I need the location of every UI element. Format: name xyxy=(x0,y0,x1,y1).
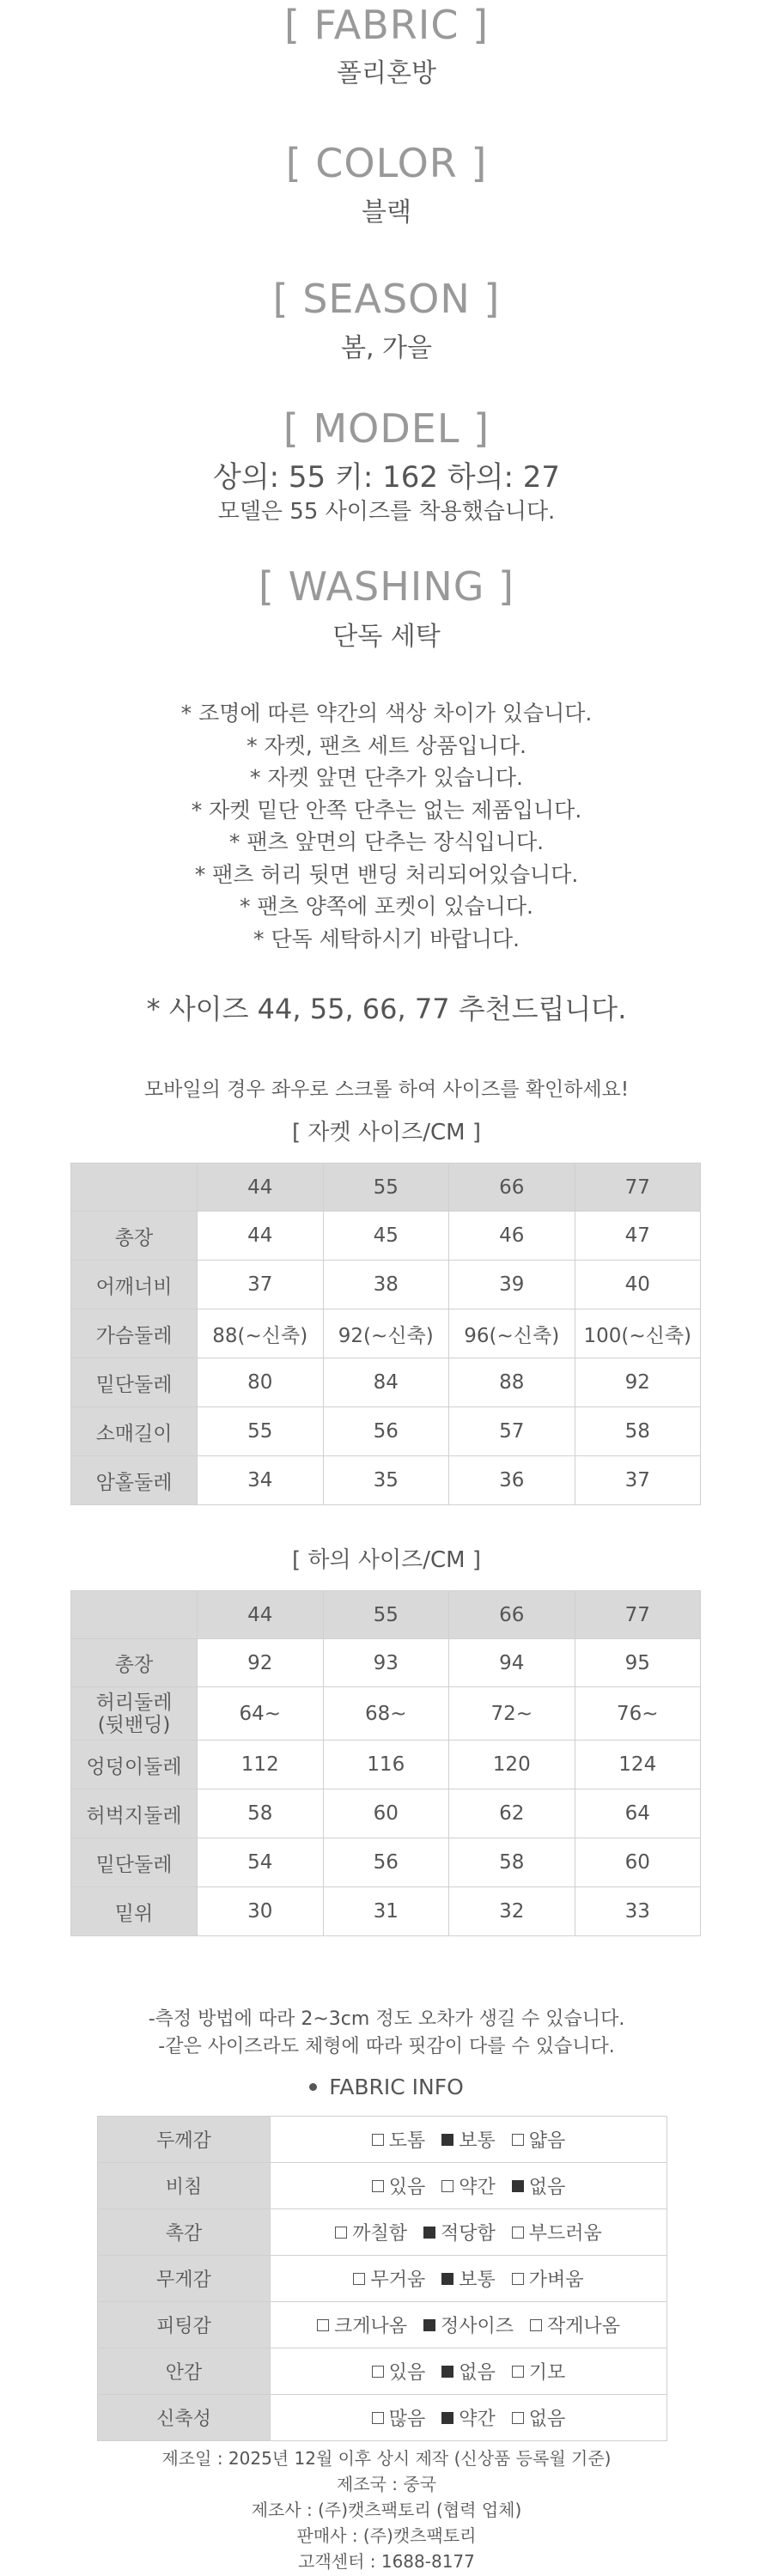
fabric-option xyxy=(441,2265,496,2292)
table-cell: 47 xyxy=(575,1212,701,1261)
note-line: * 팬츠 앞면의 단추는 장식입니다. xyxy=(228,829,545,854)
row-label: 암홀둘레 xyxy=(71,1456,198,1505)
row-label: 허벅지둘레 xyxy=(71,1789,198,1838)
washing-value: 단독 세탁 xyxy=(332,622,441,652)
footer-line: 고객센터 : 1688-8177 xyxy=(298,2551,475,2572)
checkbox-empty-icon xyxy=(530,2319,542,2331)
table-cell: 92(~신축) xyxy=(323,1309,449,1358)
table-cell: 36 xyxy=(449,1456,575,1505)
option-label: 부드러움 xyxy=(528,2223,602,2245)
option-label: 보통 xyxy=(459,2269,496,2291)
table-cell: 55 xyxy=(198,1407,324,1456)
table-row xyxy=(71,1838,701,1887)
table-row xyxy=(71,1639,701,1687)
season-heading: [ SEASON ] xyxy=(272,276,501,322)
fabric-row-label: 무게감 xyxy=(98,2256,271,2302)
fabric-option xyxy=(512,2219,602,2245)
table-cell: 31 xyxy=(323,1887,449,1936)
note-line: * 자켓 밑단 안쪽 단추는 없는 제품입니다. xyxy=(191,797,582,823)
row-label: 총장 xyxy=(71,1639,198,1687)
footer-line: 제조사 : (주)캣츠팩토리 (협력 업체) xyxy=(251,2500,522,2520)
checkbox-empty-icon xyxy=(512,2227,524,2239)
measurement-warnings xyxy=(0,2006,773,2061)
fabric-option xyxy=(353,2265,425,2292)
checkbox-filled-icon xyxy=(423,2319,435,2331)
table-cell: 96(~신축) xyxy=(449,1309,575,1358)
table-row xyxy=(71,1456,701,1505)
option-label: 작게나옴 xyxy=(547,2316,621,2337)
fabric-options xyxy=(271,2256,667,2302)
pants-size-caption: [ 하의 사이즈/CM ] xyxy=(291,1547,481,1573)
checkbox-filled-icon xyxy=(423,2227,435,2239)
fabric-option xyxy=(512,2172,566,2199)
table-cell: 94 xyxy=(449,1639,575,1687)
table-cell: 33 xyxy=(575,1887,701,1936)
pants-size-table xyxy=(70,1590,701,1936)
option-label: 적당함 xyxy=(440,2223,496,2245)
fabric-option xyxy=(423,2312,514,2338)
fabric-option xyxy=(441,2172,496,2199)
option-label: 없음 xyxy=(528,2177,566,2198)
checkbox-empty-icon xyxy=(512,2134,524,2146)
table-header-cell xyxy=(71,1163,198,1212)
fabric-option xyxy=(441,2126,496,2153)
fabric-option xyxy=(372,2126,426,2153)
table-header-cell: 44 xyxy=(198,1591,324,1639)
table-cell: 56 xyxy=(323,1838,449,1887)
table-row xyxy=(71,1407,701,1456)
table-header-cell xyxy=(71,1591,198,1639)
fabric-row-label: 두께감 xyxy=(98,2117,271,2163)
table-cell: 100(~신축) xyxy=(575,1309,701,1358)
footer-line: 제조국 : 중국 xyxy=(336,2474,437,2494)
table-row xyxy=(71,1887,701,1936)
fabric-row-lining xyxy=(98,2348,667,2395)
note-line: * 조명에 따른 약간의 색상 차이가 있습니다. xyxy=(180,701,593,726)
checkbox-empty-icon xyxy=(512,2412,524,2424)
row-label: 총장 xyxy=(71,1212,198,1261)
fabric-option xyxy=(372,2404,426,2431)
table-header-cell: 66 xyxy=(449,1591,575,1639)
fabric-options xyxy=(271,2209,667,2256)
checkbox-empty-icon xyxy=(372,2366,384,2378)
table-cell: 58 xyxy=(449,1838,575,1887)
table-cell: 88(~신축) xyxy=(198,1309,324,1358)
table-cell: 112 xyxy=(198,1741,324,1789)
table-row xyxy=(71,1358,701,1407)
table-header-cell: 77 xyxy=(575,1591,701,1639)
fabric-row-fit xyxy=(98,2302,667,2348)
table-cell: 39 xyxy=(449,1261,575,1309)
option-label: 많음 xyxy=(388,2409,426,2430)
fabric-option xyxy=(512,2404,566,2431)
table-cell: 64~ xyxy=(198,1687,324,1741)
fabric-row-weight xyxy=(98,2256,667,2302)
table-cell: 116 xyxy=(323,1741,449,1789)
fabric-info-table xyxy=(97,2116,667,2441)
fabric-options xyxy=(271,2117,667,2163)
table-cell: 84 xyxy=(323,1358,449,1407)
table-cell: 35 xyxy=(323,1456,449,1505)
table-cell: 60 xyxy=(323,1789,449,1838)
note-line: * 팬츠 허리 뒷면 밴딩 처리되어있습니다. xyxy=(194,861,579,887)
fabric-row-sheerness xyxy=(98,2163,667,2209)
table-cell: 92 xyxy=(575,1358,701,1407)
table-cell: 93 xyxy=(323,1639,449,1687)
row-label: 밑위 xyxy=(71,1887,198,1936)
option-label: 기모 xyxy=(528,2362,566,2384)
table-cell: 62 xyxy=(449,1789,575,1838)
fabric-row-label: 신축성 xyxy=(98,2395,271,2441)
fabric-value: 폴리혼방 xyxy=(337,58,436,88)
table-cell: 92 xyxy=(198,1639,324,1687)
table-cell: 58 xyxy=(198,1789,324,1838)
fabric-option xyxy=(335,2219,407,2245)
fabric-row-thickness xyxy=(98,2117,667,2163)
fabric-row-label: 촉감 xyxy=(98,2209,271,2256)
row-label: 밑단둘레 xyxy=(71,1358,198,1407)
table-cell: 57 xyxy=(449,1407,575,1456)
table-cell: 46 xyxy=(449,1212,575,1261)
table-row xyxy=(71,1741,701,1789)
option-label: 약간 xyxy=(459,2177,496,2198)
fabric-option xyxy=(441,2358,496,2385)
season-value: 봄, 가을 xyxy=(340,333,432,363)
option-label: 없음 xyxy=(528,2409,566,2430)
table-cell: 120 xyxy=(449,1741,575,1789)
option-label: 있음 xyxy=(388,2362,426,2384)
table-cell: 88 xyxy=(449,1358,575,1407)
color-value: 블랙 xyxy=(362,197,411,228)
checkbox-filled-icon xyxy=(441,2366,453,2378)
fabric-options xyxy=(271,2395,667,2441)
fabric-option xyxy=(512,2126,566,2153)
warning-line: -측정 방법에 따라 2~3cm 정도 오차가 생길 수 있습니다. xyxy=(148,2008,625,2030)
checkbox-empty-icon xyxy=(372,2180,384,2192)
note-line: * 자켓, 팬츠 세트 상품입니다. xyxy=(247,732,526,758)
fabric-option xyxy=(512,2265,584,2292)
fabric-option xyxy=(512,2358,566,2385)
table-cell: 76~ xyxy=(575,1687,701,1741)
table-cell: 68~ xyxy=(323,1687,449,1741)
option-label: 까칠함 xyxy=(352,2223,407,2245)
fabric-options xyxy=(271,2163,667,2209)
table-cell: 30 xyxy=(198,1887,324,1936)
fabric-option xyxy=(372,2358,426,2385)
size-recommendation: * 사이즈 44, 55, 66, 77 추천드립니다. xyxy=(146,993,627,1025)
checkbox-filled-icon xyxy=(512,2180,524,2192)
fabric-options xyxy=(271,2302,667,2348)
fabric-row-texture xyxy=(98,2209,667,2256)
option-label: 가벼움 xyxy=(528,2269,584,2291)
option-label: 도톰 xyxy=(388,2130,426,2152)
model-heading: [ MODEL ] xyxy=(283,405,490,452)
table-row xyxy=(71,1789,701,1838)
checkbox-filled-icon xyxy=(441,2412,453,2424)
row-label: 소매길이 xyxy=(71,1407,198,1456)
table-cell: 95 xyxy=(575,1639,701,1687)
table-header-cell: 66 xyxy=(449,1163,575,1212)
fabric-option xyxy=(441,2404,496,2431)
fabric-info-title-text: FABRIC INFO xyxy=(329,2075,464,2099)
footer-line: 판매사 : (주)캣츠팩토리 xyxy=(296,2525,477,2546)
fabric-heading: [ FABRIC ] xyxy=(283,2,490,48)
color-heading: [ COLOR ] xyxy=(285,140,488,186)
model-note: 모델은 55 사이즈를 착용했습니다. xyxy=(217,499,556,525)
fabric-options xyxy=(271,2348,667,2395)
product-info-footer xyxy=(0,2445,773,2574)
table-cell: 58 xyxy=(575,1407,701,1456)
table-cell: 38 xyxy=(323,1261,449,1309)
table-header-cell: 44 xyxy=(198,1163,324,1212)
product-notes xyxy=(0,697,773,955)
table-cell: 37 xyxy=(575,1456,701,1505)
row-label: 밑단둘레 xyxy=(71,1838,198,1887)
table-cell: 80 xyxy=(198,1358,324,1407)
mobile-scroll-note: 모바일의 경우 좌우로 스크롤 하여 사이즈를 확인하세요! xyxy=(143,1078,630,1101)
fabric-option xyxy=(317,2312,407,2338)
table-cell: 45 xyxy=(323,1212,449,1261)
model-measurements: 상의: 55 키: 162 하의: 27 xyxy=(212,460,561,495)
table-cell: 32 xyxy=(449,1887,575,1936)
fabric-row-label: 비침 xyxy=(98,2163,271,2209)
option-label: 얇음 xyxy=(528,2130,566,2152)
note-line: * 팬츠 양쪽에 포켓이 있습니다. xyxy=(239,894,534,919)
table-cell: 60 xyxy=(575,1838,701,1887)
table-header-cell: 77 xyxy=(575,1163,701,1212)
option-label: 크게나옴 xyxy=(333,2316,407,2337)
row-label: 허리둘레 (뒷밴딩) xyxy=(71,1687,198,1741)
row-label: 어깨너비 xyxy=(71,1261,198,1309)
fabric-row-label: 피팅감 xyxy=(98,2302,271,2348)
table-cell: 40 xyxy=(575,1261,701,1309)
table-header-cell: 55 xyxy=(323,1163,449,1212)
fabric-option xyxy=(423,2219,496,2245)
checkbox-empty-icon xyxy=(512,2273,524,2285)
table-cell: 72~ xyxy=(449,1687,575,1741)
table-row xyxy=(71,1261,701,1309)
checkbox-empty-icon xyxy=(353,2273,365,2285)
footer-line: 제조일 : 2025년 12월 이후 상시 제작 (신상품 등록월 기준) xyxy=(161,2448,612,2469)
table-row xyxy=(71,1212,701,1261)
option-label: 약간 xyxy=(459,2409,496,2430)
checkbox-empty-icon xyxy=(317,2319,329,2331)
checkbox-filled-icon xyxy=(441,2134,453,2146)
table-header-row xyxy=(71,1591,701,1639)
option-label: 없음 xyxy=(459,2362,496,2384)
table-cell: 64 xyxy=(575,1789,701,1838)
washing-heading: [ WASHING ] xyxy=(259,563,514,610)
table-cell: 56 xyxy=(323,1407,449,1456)
warning-line: -같은 사이즈라도 체형에 따라 핏감이 다를 수 있습니다. xyxy=(158,2036,615,2057)
jacket-size-table xyxy=(70,1163,701,1505)
option-label: 있음 xyxy=(388,2177,426,2198)
note-line: * 단독 세탁하시기 바랍니다. xyxy=(253,926,520,951)
table-row xyxy=(71,1309,701,1358)
option-label: 정사이즈 xyxy=(440,2316,514,2337)
table-cell: 44 xyxy=(198,1212,324,1261)
checkbox-filled-icon xyxy=(441,2273,453,2285)
note-line: * 자켓 앞면 단추가 있습니다. xyxy=(250,765,523,790)
fabric-row-label: 안감 xyxy=(98,2348,271,2395)
table-cell: 37 xyxy=(198,1261,324,1309)
fabric-option xyxy=(530,2312,620,2338)
table-header-row xyxy=(71,1163,701,1212)
table-cell: 34 xyxy=(198,1456,324,1505)
fabric-option xyxy=(372,2172,426,2199)
checkbox-empty-icon xyxy=(441,2180,453,2192)
bullet-icon xyxy=(309,2083,317,2091)
checkbox-empty-icon xyxy=(372,2134,384,2146)
checkbox-empty-icon xyxy=(335,2227,347,2239)
fabric-row-stretch xyxy=(98,2395,667,2441)
option-label: 무거움 xyxy=(370,2269,426,2291)
table-cell: 54 xyxy=(198,1838,324,1887)
fabric-info-title xyxy=(0,2075,773,2099)
checkbox-empty-icon xyxy=(372,2412,384,2424)
table-row xyxy=(71,1687,701,1741)
row-label: 가슴둘레 xyxy=(71,1309,198,1358)
row-label: 엉덩이둘레 xyxy=(71,1741,198,1789)
table-cell: 124 xyxy=(575,1741,701,1789)
jacket-size-caption: [ 자켓 사이즈/CM ] xyxy=(291,1120,481,1145)
table-header-cell: 55 xyxy=(323,1591,449,1639)
checkbox-empty-icon xyxy=(512,2366,524,2378)
option-label: 보통 xyxy=(459,2130,496,2152)
